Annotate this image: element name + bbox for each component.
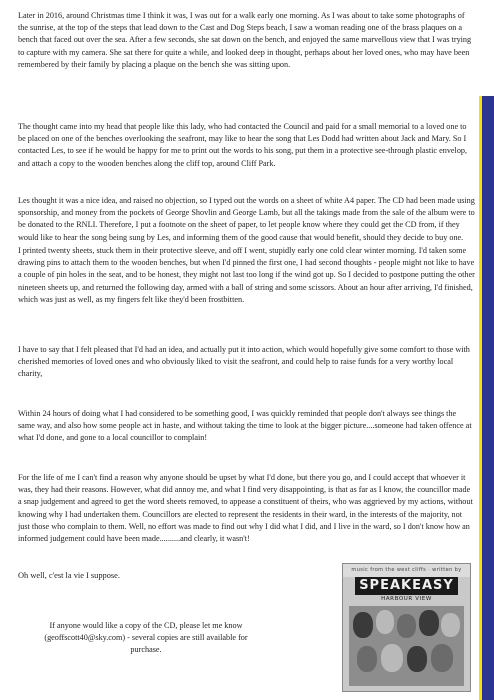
article-paragraph-6: Within 24 hours of doing what I had considered to be something good, I was quickly reminded that people don't always see things the same way, and also how some people act in haste, and without taking the time to look at the bigger picture....someone had taken offence at what I'd done, and gone to a local councillor to complain! — [18, 409, 472, 443]
article-paragraph-5: I have to say that I felt pleased that I'd had an idea, and actually put it into action, which would hopefully give some comfort to those with cherished memories of loved ones and who obviously liked to visit the seafront, and could help to raise funds for a very worthy local charity, — [18, 345, 470, 379]
article-paragraph-7: For the life of me I can't find a reason why anyone should be upset by what I'd done, but there you go, and I could accept that whoever it was, they had their reasons. However, what did annoy me, and what I find very disappointing, is that as far as I know, the councillor made a snap judgement and agreed to get the word sheets removed, to appease a constituent of theirs, who was aggrieved by my actions, without knowing why I had undertaken them. Councillors are elected to represent the residents in their ward, in the interests of the majority, not just those who complain to them. Well, no effort was made to find out why I did what I did, and I live in the ward, so I don't know how an informed judgement could have been made..........and clearly, it wasn't! — [18, 473, 473, 544]
cd-cover-title: SPEAKEASY — [355, 577, 458, 595]
cd-contact-note: If anyone would like a copy of the CD, please let me know (geoffscott40@sky.com) - several copies are still available for purchase. — [44, 621, 248, 655]
article-paragraph-2: The thought came into my head that people like this lady, who had contacted the Council and paid for a small memorial to a loved one to be placed on one of the benches overlooking the seafront, may like to hear the song that Les Dodd had written about Jack and Mary. So I contacted Les, to see if he would be happy for me to print out the words to his song, put them in a protective see-through plastic envelop, and attach a copy to the wooden benches along the cliff top, around Cliff Park. — [18, 122, 468, 168]
side-color-bar — [482, 96, 494, 700]
cd-cover-header: music from the west cliffs · written by — [343, 564, 470, 577]
cd-cover-image — [342, 563, 471, 692]
article-paragraph-4: I printed twenty sheets, stuck them in their protective sleeve, and off I went, stupidly early one cold clear winter morning. I'd taken some drawing pins to attach them to the wooden benches, but when I'd pinned the first one, I had second thoughts - people might not like to have a couple of pin holes in the seat, and to be honest, they might not last too long if the wind got up. So I decided to postpone putting the other nineteen sheets up, and returned the following day, armed with a ball of string and some scissors. About an hour after arriving, I'd finished, which was just as well, as my fingers felt like they'd been frostbitten. — [18, 246, 475, 304]
article-paragraph-3: Les thought it was a nice idea, and raised no objection, so I typed out the words on a sheet of white A4 paper. The CD had been made using sponsorship, and money from the pockets of George Shovlin and George Lamb, but all the takings made from the sale of the album were to be donated to the RNLI. Therefore, I put a footnote on the sheet of paper, to let people know where they could get the CD from, if they would like to hear the song being sung by Les, and informing them of the good cause that would benefit, should they decide to buy one. — [18, 196, 475, 242]
article-paragraph-1: Later in 2016, around Christmas time I think it was, I was out for a walk early one morning. As I was about to take some photographs of the sunrise, at the top of the steps that lead down to the Cast and Dog Steps beach, I saw a woman reading one of the brass plaques on a bench that faced out over the sea. After a few seconds, she sat down on the bench, and enjoyed the same marvellous view that I was trying to capture with my camera. She sat there for quite a while, and looked deep in thought, perhaps about her loved ones, who may have been remembered by their family by placing a plaque on the bench she was sitting upon. — [18, 11, 472, 69]
sign-off: Oh well, c'est la vie I suppose. — [18, 571, 120, 580]
cd-cover-subtitle: HARBOUR VIEW — [381, 596, 432, 602]
band-photo — [349, 606, 464, 686]
